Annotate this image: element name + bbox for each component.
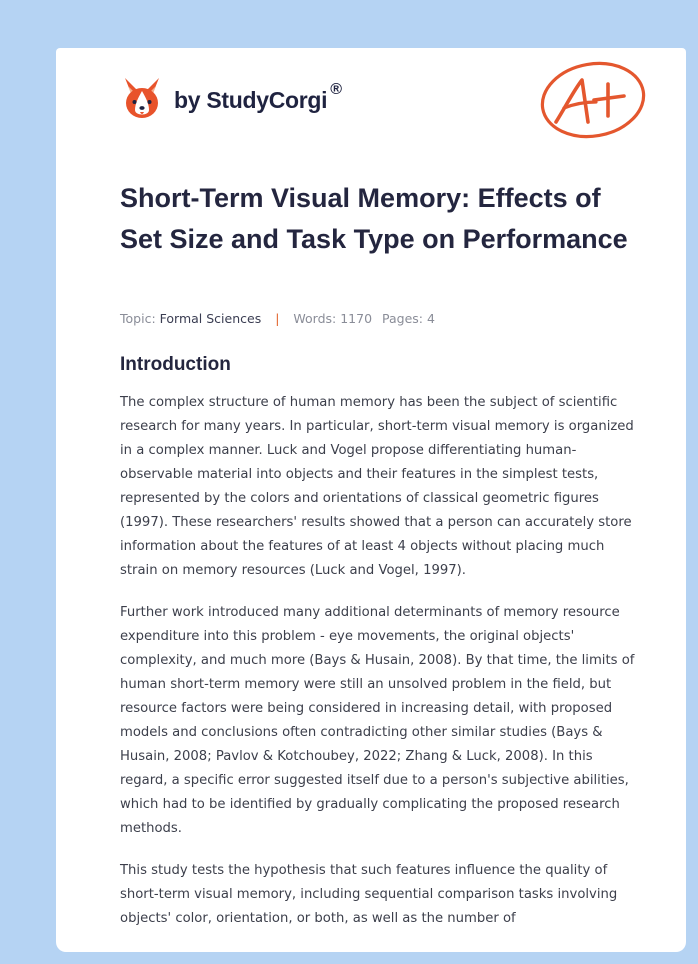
document-meta: [120, 311, 435, 326]
document-title: Short-Term Visual Memory: Effects of Set Size and Task Type on Performance: [120, 183, 628, 254]
words-count: 1170: [340, 311, 373, 326]
topic-label: Topic:: [120, 311, 156, 326]
studycorgi-logo[interactable]: [122, 76, 342, 120]
document-card: [56, 48, 686, 952]
pages-count: 4: [427, 311, 435, 326]
section-heading-introduction: Introduction: [120, 354, 231, 375]
brand-text: by StudyCorgi: [174, 86, 328, 113]
words-label: Words:: [293, 311, 337, 326]
corgi-icon: [122, 76, 162, 120]
paragraph-2: Further work introduced many additional determinants of memory resource expenditure into this problem - eye movements, the original objects' complexity, and much more (Bays & Husain, 2008). By that time, the limits of human short-term memory were still an unsolved problem in the field, but resource factors were being considered in increasing detail, with proposed models and conclusions often contradicting other similar studies (Bays & Husain, 2008; Pavlov & Kotchoubey, 2022; Zhang & Luck, 2008). In this regard, a specific error suggested itself due to a person's subjective abilities, which had to be identified by gradually complicating the proposed research methods.: [120, 605, 635, 836]
brand-name: [174, 80, 342, 114]
document-body: [120, 391, 640, 949]
meta-separator: |: [275, 311, 280, 326]
paragraph-3: This study tests the hypothesis that such features influence the quality of short-term visual memory, including sequential comparison tasks involving objects' color, orientation, or both, as well as the number of: [120, 863, 618, 926]
registered-mark: ®: [330, 80, 342, 98]
pages-label: Pages:: [382, 311, 424, 326]
topic-link[interactable]: Formal Sciences: [159, 311, 262, 326]
a-plus-grade-icon: [538, 60, 650, 144]
paragraph-1: The complex structure of human memory has been the subject of scientific research for many years. In particular, short-term visual memory is organized in a complex manner. Luck and Vogel propose differentiating human-observable material into objects and their features in the simplest tests, represented by the colors and orientations of classical geometric figures (1997). These researchers' results showed that a person can accurately store information about the features of at least 4 objects without placing much strain on memory resources (Luck and Vogel, 1997).: [120, 395, 634, 578]
